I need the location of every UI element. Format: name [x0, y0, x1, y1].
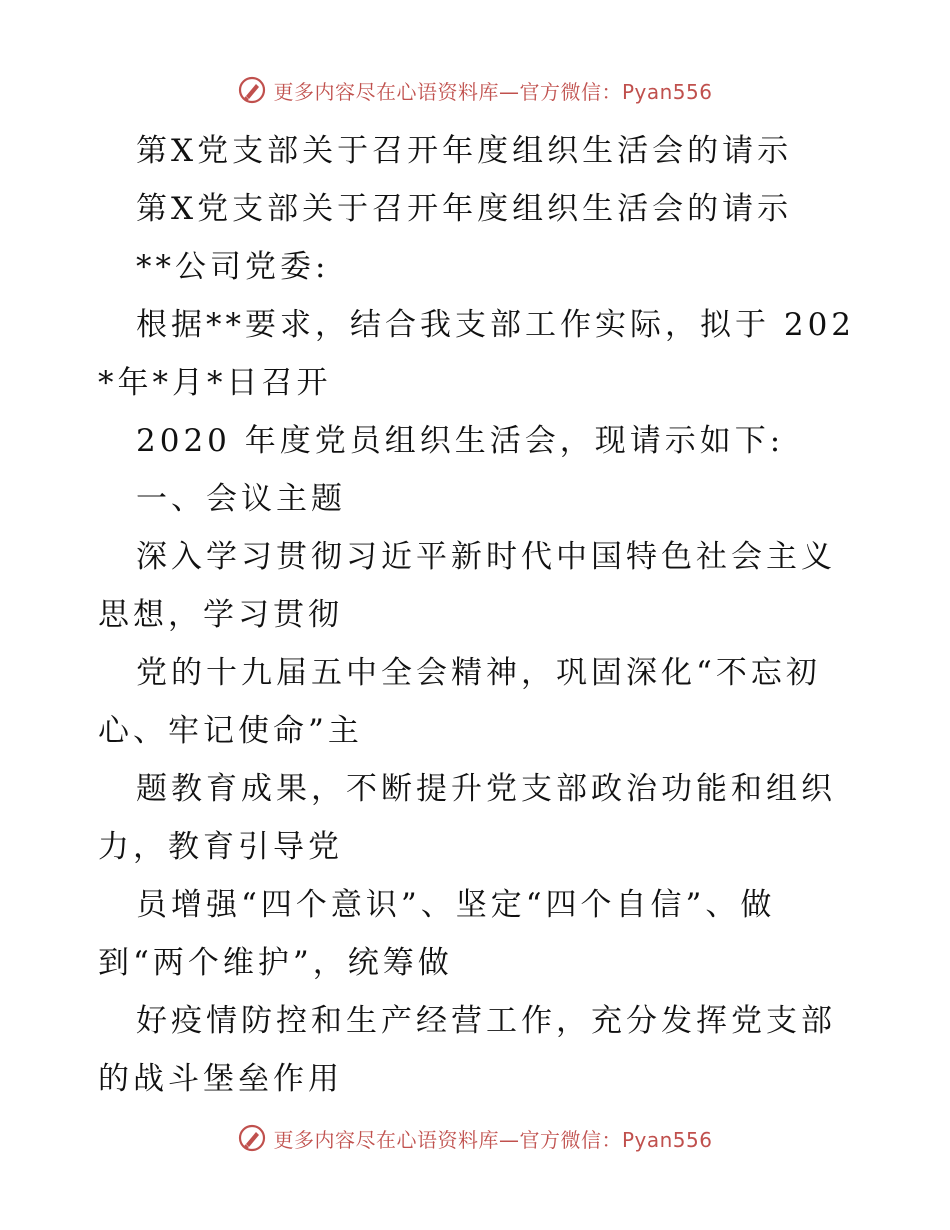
watermark-banner-bottom	[0, 1118, 950, 1158]
paragraph-theme-2: 党的十九届五中全会精神，巩固深化“不忘初心、牢记使命”主	[98, 655, 821, 749]
paragraph-theme-4: 员增强“四个意识”、坚定“四个自信”、做到“两个维护”，统筹做	[98, 887, 776, 981]
paragraph-intro: 根据**要求，结合我支部工作实际，拟于 202*年*月*日召开	[98, 307, 856, 401]
paragraph-title-repeat: 第X党支部关于召开年度组织生活会的请示	[136, 191, 793, 227]
paragraph-intro-continued: 2020 年度党员组织生活会，现请示如下:	[136, 423, 785, 459]
paragraph-recipient: **公司党委:	[136, 249, 330, 285]
paragraph-theme-5: 好疫情防控和生产经营工作，充分发挥党支部的战斗堡垒作用	[98, 1003, 836, 1097]
watermark-text: 更多内容尽在心语资料库—官方微信：Pyan556	[273, 1127, 713, 1152]
watermark-text: 更多内容尽在心语资料库—官方微信：Pyan556	[273, 79, 713, 104]
document-body	[98, 122, 858, 1108]
pen-in-circle-logo-icon	[237, 75, 267, 105]
watermark-banner-top	[0, 70, 950, 110]
paragraph-title: 第X党支部关于召开年度组织生活会的请示	[136, 133, 793, 169]
section-heading-meeting-theme: 一、会议主题	[136, 481, 346, 517]
paragraph-theme-3: 题教育成果，不断提升党支部政治功能和组织力，教育引导党	[98, 771, 836, 865]
pen-in-circle-logo-icon	[237, 1123, 267, 1153]
paragraph-theme-1: 深入学习贯彻习近平新时代中国特色社会主义思想，学习贯彻	[98, 539, 836, 633]
